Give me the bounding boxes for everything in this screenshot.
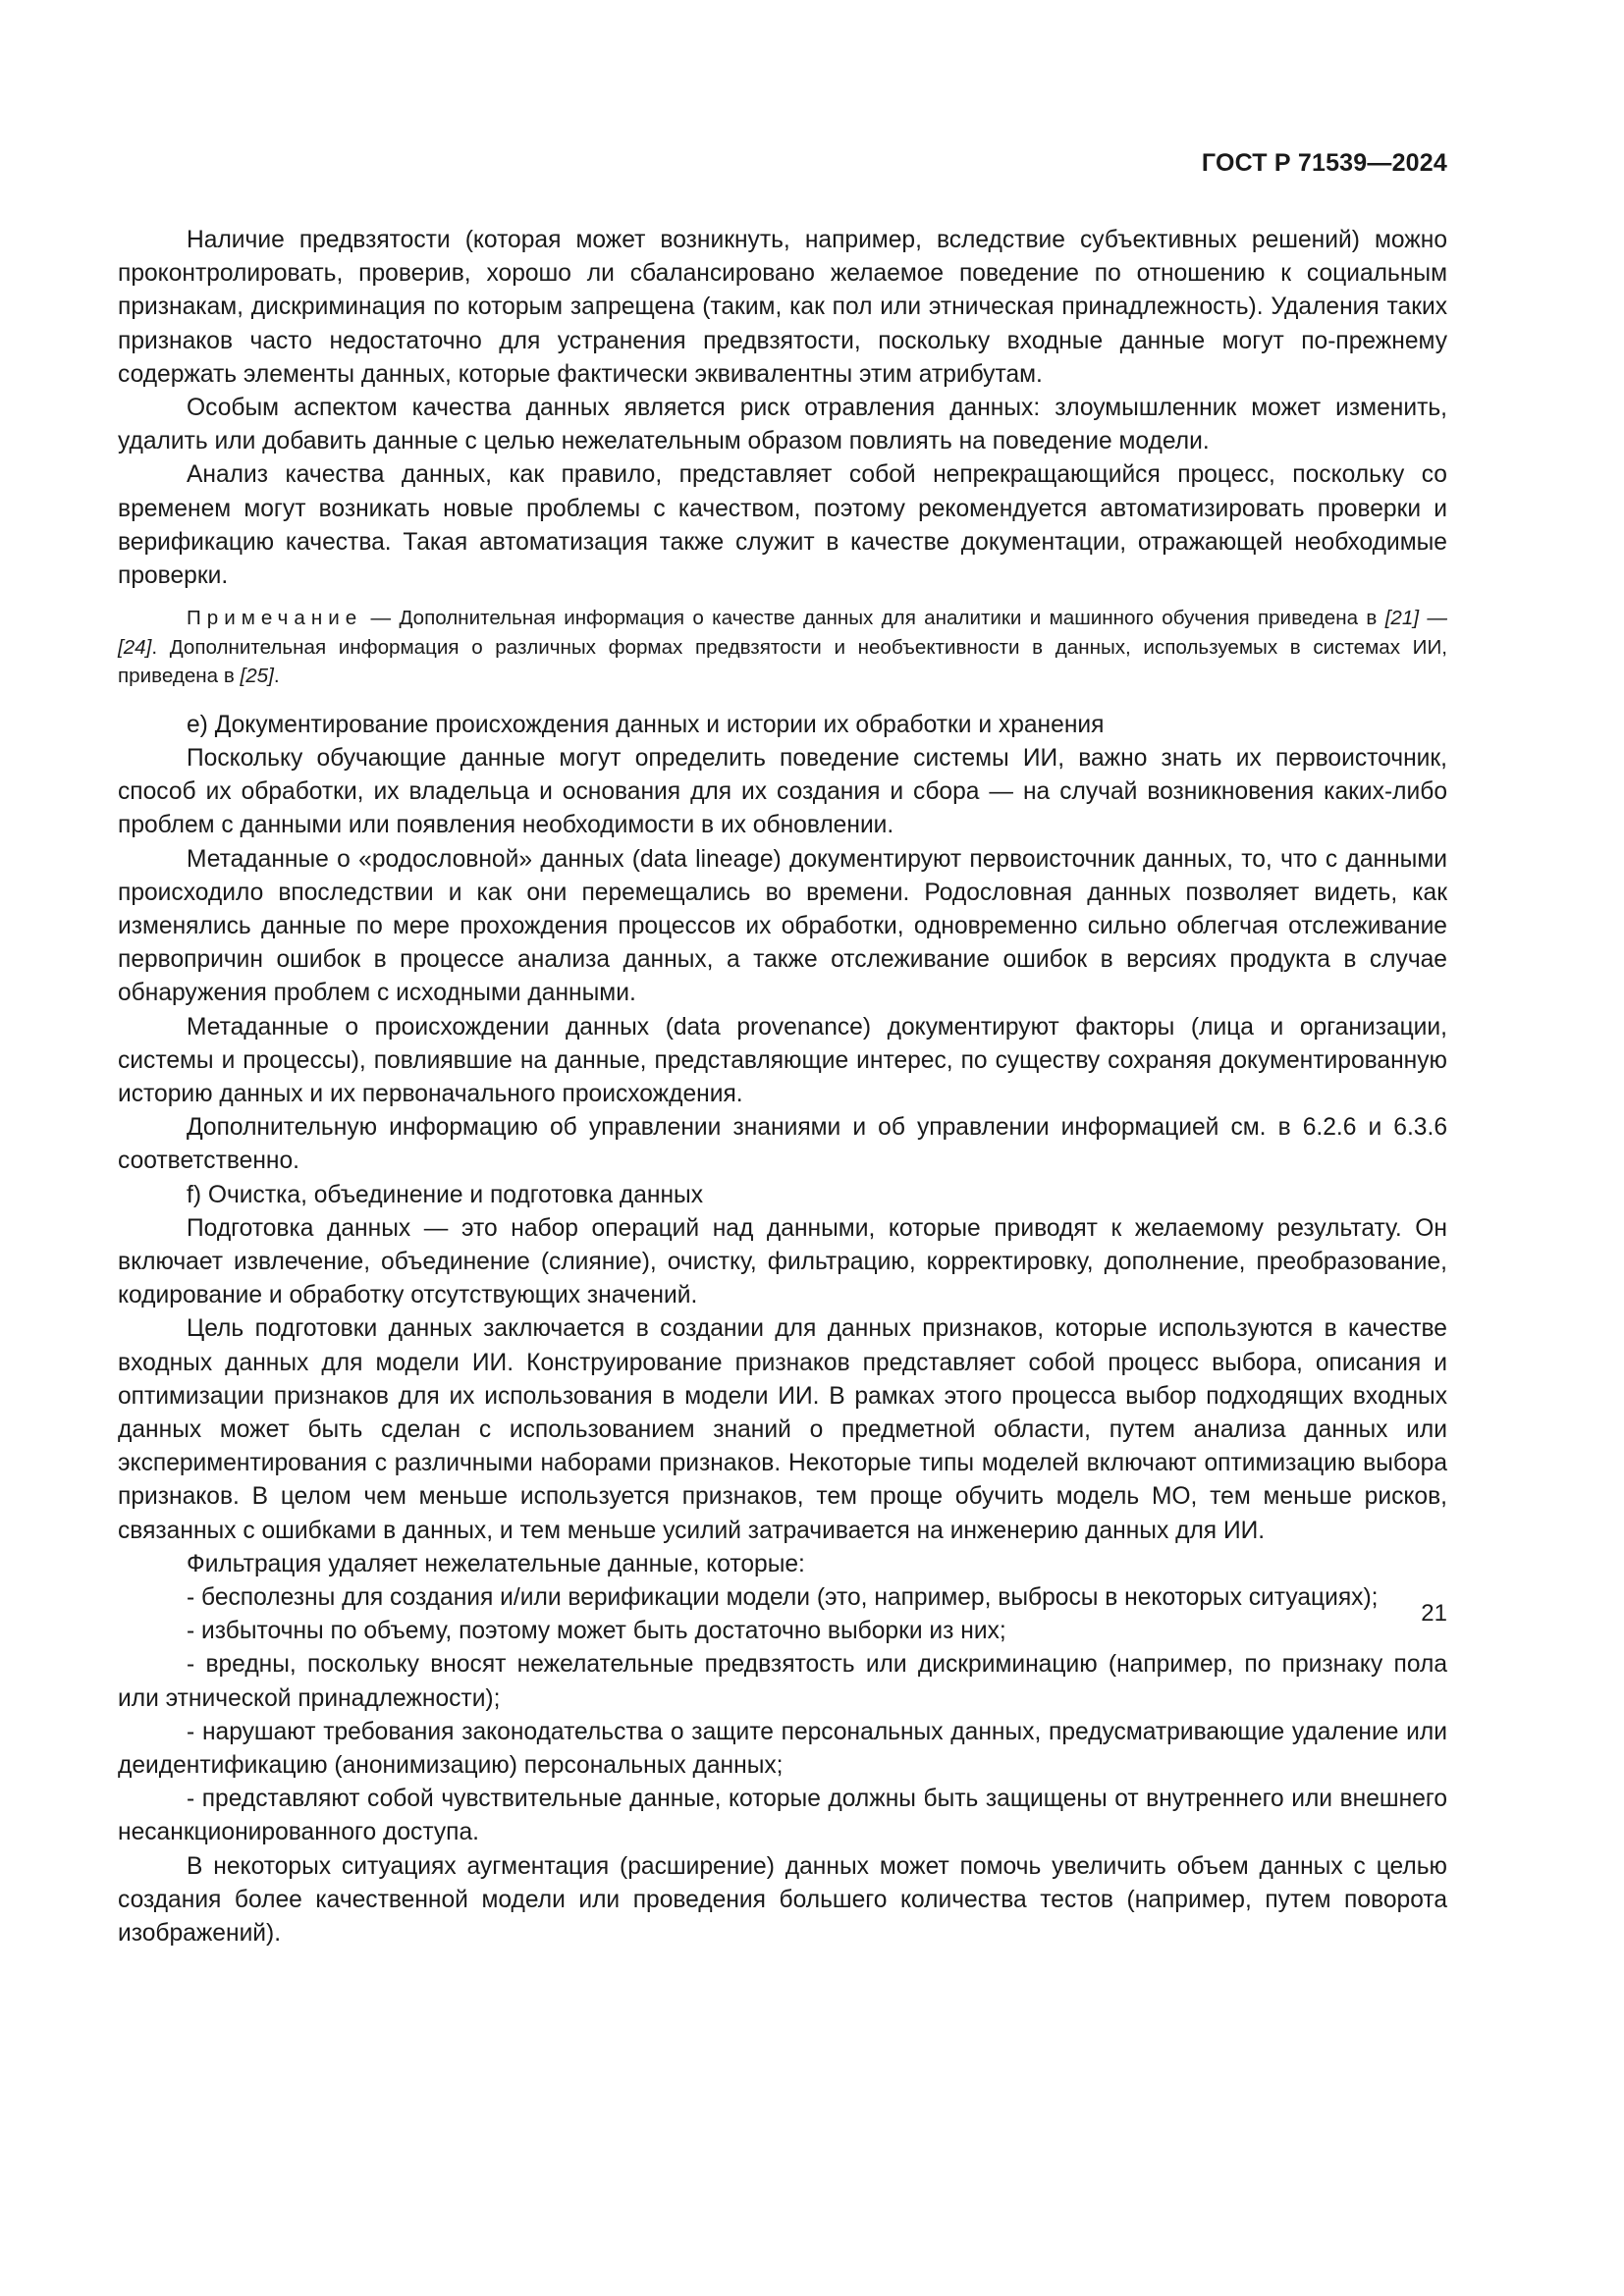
note-label: Примечание: [187, 607, 363, 630]
paragraph-training-data-origin: Поскольку обучающие данные могут определить поведение системы ИИ, важно знать их первоисточник, способ их обработки, их владельца и основания для их создания и сбора — на случай возникновения каких-либо проблем с данными или появления необходимости в их обновлении.: [118, 744, 1447, 839]
document-body: [118, 224, 1447, 1950]
note-text-3: .: [273, 665, 280, 688]
list-item-e-heading: е) Документирование происхождения данных и истории их обработки и хранения: [187, 711, 1105, 738]
page-number: 21: [1421, 1600, 1447, 1627]
paragraph-augmentation: В некоторых ситуациях аугментация (расширение) данных может помочь увеличить объем данных с целью создания более качественной модели или проведения большего количества тестов (например, путем поворота изображений).: [118, 1852, 1447, 1948]
note: [118, 604, 1447, 691]
paragraph-bias: Наличие предвзятости (которая может возникнуть, например, вследствие субъективных решений) можно проконтролировать, проверив, хорошо ли сбалансировано желаемое поведение по отношению к социальным признакам, дискриминация по которым запрещена (таким, как пол или этническая принадлежность). Удаления таких признаков часто недостаточно для устранения предвзятости, поскольку входные данные могут по-прежнему содержать элементы данных, которые фактически эквивалентны этим атрибутам.: [118, 227, 1447, 388]
note-reference-21-24: [21] — [24]: [118, 607, 1447, 659]
paragraph-data-provenance: Метаданные о происхождении данных (data provenance) документируют факторы (лица и организации, системы и процессы), повлиявшие на данные, представляющие интерес, по существу сохраняя документированную историю данных и их первоначального происхождения.: [118, 1013, 1447, 1107]
paragraph-filtering-intro: Фильтрация удаляет нежелательные данные, которые:: [187, 1550, 805, 1577]
list-item-filter-redundant: - избыточны по объему, поэтому может быть достаточно выборки из них;: [187, 1618, 1006, 1645]
paragraph-data-lineage: Метаданные о «родословной» данных (data lineage) документируют первоисточник данных, то, что с данными происходило впоследствии и как они перемещались во времени. Родословная данных позволяет видеть, как изменялись данные по мере прохождения процессов их обработки, одновременно сильно облегчая отслеживание первопричин ошибок в процессе анализа данных, а также отслеживание ошибок в версиях продукта в случае обнаружения проблем с исходными данными.: [118, 845, 1447, 1007]
list-item-filter-harmful: - вредны, поскольку вносят нежелательные предвзятость или дискриминацию (например, по признаку пола или этнической принадлежности);: [118, 1651, 1447, 1712]
paragraph-data-poisoning: Особым аспектом качества данных является риск отравления данных: злоумышленник может изменить, удалить или добавить данные с целью нежелательным образом повлиять на поведение модели.: [118, 395, 1447, 455]
paragraph-feature-engineering: Цель подготовки данных заключается в создании для данных признаков, которые используются в качестве входных данных для модели ИИ. Конструирование признаков представляет собой процесс выбора, описания и оптимизации признаков для их использования в модели ИИ. В рамках этого процесса выбор подходящих входных данных может быть сделан с использованием знаний о предметной области, путем анализа данных или экспериментирования с различными наборами признаков. Некоторые типы моделей включают оптимизацию выбора признаков. В целом чем меньше используется признаков, тем проще обучить модель МО, тем меньше рисков, связанных с ошибками в данных, и тем меньше усилий затрачивается на инженерию данных для ИИ.: [118, 1315, 1447, 1544]
list-item-filter-privacy: - нарушают требования законодательства о защите персональных данных, предусматривающие удаление или деидентификацию (анонимизацию) персональных данных;: [118, 1718, 1447, 1780]
paragraph-quality-analysis: Анализ качества данных, как правило, представляет собой непрекращающийся процесс, поскольку со временем могут возникать новые проблемы с качеством, поэтому рекомендуется автоматизировать проверки и верификацию качества. Такая автоматизация также служит в качестве документации, отражающей необходимые проверки.: [118, 461, 1447, 590]
list-item-filter-sensitive: - представляют собой чувствительные данные, которые должны быть защищены от внутреннего или внешнего несанкционированного доступа.: [118, 1786, 1447, 1846]
list-item-filter-useless: - бесполезны для создания и/или верификации модели (это, например, выбросы в некоторых ситуациях);: [187, 1584, 1379, 1612]
list-item-f-heading: f) Очистка, объединение и подготовка данных: [187, 1181, 704, 1208]
note-text-1: — Дополнительная информация о качестве данных для аналитики и машинного обучения приведена в: [362, 607, 1385, 630]
note-reference-25: [25]: [240, 665, 274, 688]
note-text-2: . Дополнительная информация о различных формах предвзятости и необъективности в данных, используемых в системах ИИ, приведена в: [118, 635, 1447, 688]
document-standard-number: ГОСТ Р 71539—2024: [1201, 149, 1447, 177]
paragraph-data-preparation: Подготовка данных — это набор операций над данными, которые приводят к желаемому результату. Он включает извлечение, объединение (слияние), очистку, фильтрацию, корректировку, дополнение, преобразование, кодирование и обработку отсутствующих значений.: [118, 1214, 1447, 1309]
paragraph-see-also: Дополнительную информацию об управлении знаниями и об управлении информацией см. в 6.2.6 и 6.3.6 соответственно.: [118, 1114, 1447, 1175]
